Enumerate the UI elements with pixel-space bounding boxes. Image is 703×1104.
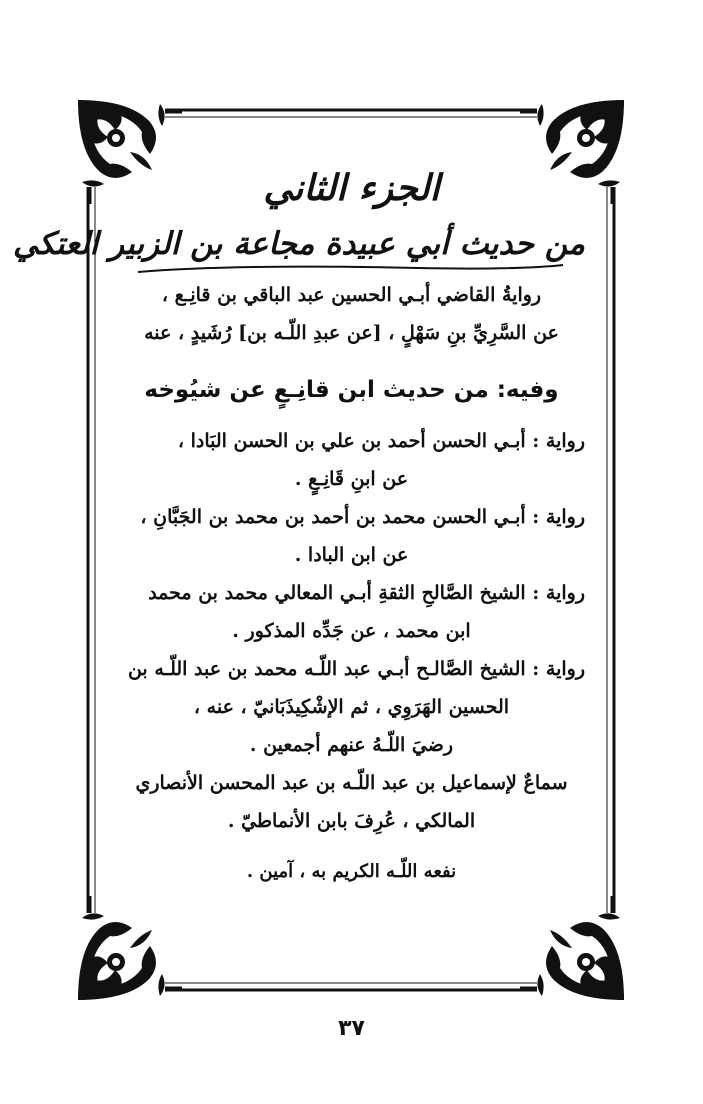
- riwaya-3-line-1: رواية : الشيخ الصَّالحِ الثقةِ أبـي المعالي محمد بن محمد: [148, 582, 585, 604]
- riwaya-2-line-2: عن ابن البادا .: [294, 544, 409, 566]
- sama-line-1: سماعٌ لإسماعيل بن عبد اللّـه بن عبد المحسن الأنصاري: [135, 772, 568, 794]
- riwaya-4-line-1: رواية : الشيخ الصَّالـح أبـي عبد اللّـه محمد بن عبد اللّـه بن: [127, 658, 585, 680]
- book-title: من حديث أبي عبيدة مجاعة بن الزبير العتكي: [12, 226, 585, 262]
- chain-line-1: روايةُ القاضي أبـي الحسين عبد الباقي بن قانِـع ،: [161, 284, 542, 306]
- riwaya-1-line-2: عن ابنِ قَانِـعٍ .: [294, 468, 409, 490]
- riwaya-2-line-1: رواية : أبـي الحسن محمد بن أحمد بن محمد بن الجَبَّانِ ،: [140, 506, 585, 528]
- riwaya-1-line-1: رواية : أبـي الحسن أحمد بن علي بن الحسن البَادا ،: [177, 430, 585, 452]
- closing-prayer: نفعه اللّـه الكريم به ، آمين .: [246, 861, 457, 882]
- chain-line-2: عن السَّرِيِّ بنِ سَهْلٍ ، [عن عبدِ اللّـه بن] رُشَيدٍ ، عنه: [144, 322, 559, 344]
- riwaya-3-line-2: ابن محمد ، عن جَدِّه المذكور .: [232, 620, 471, 642]
- sama-line-2: المالكي ، عُرِفَ بابن الأنماطيّ .: [227, 810, 476, 832]
- page-number: ٣٧: [338, 1016, 365, 1041]
- riwaya-4-line-2: الحسين الهَرَوِي ، ثم الإشْكِيذَبَانيّ ، عنه ،: [193, 696, 510, 718]
- page-content: [12, 160, 585, 890]
- subheading: وفيه: من حديث ابن قانِـعٍ عن شيُوخه: [144, 377, 559, 403]
- riwaya-4-line-3: رضيَ اللّـهُ عنهم أجمعين .: [249, 734, 454, 756]
- part-title: الجزء الثاني: [263, 167, 440, 209]
